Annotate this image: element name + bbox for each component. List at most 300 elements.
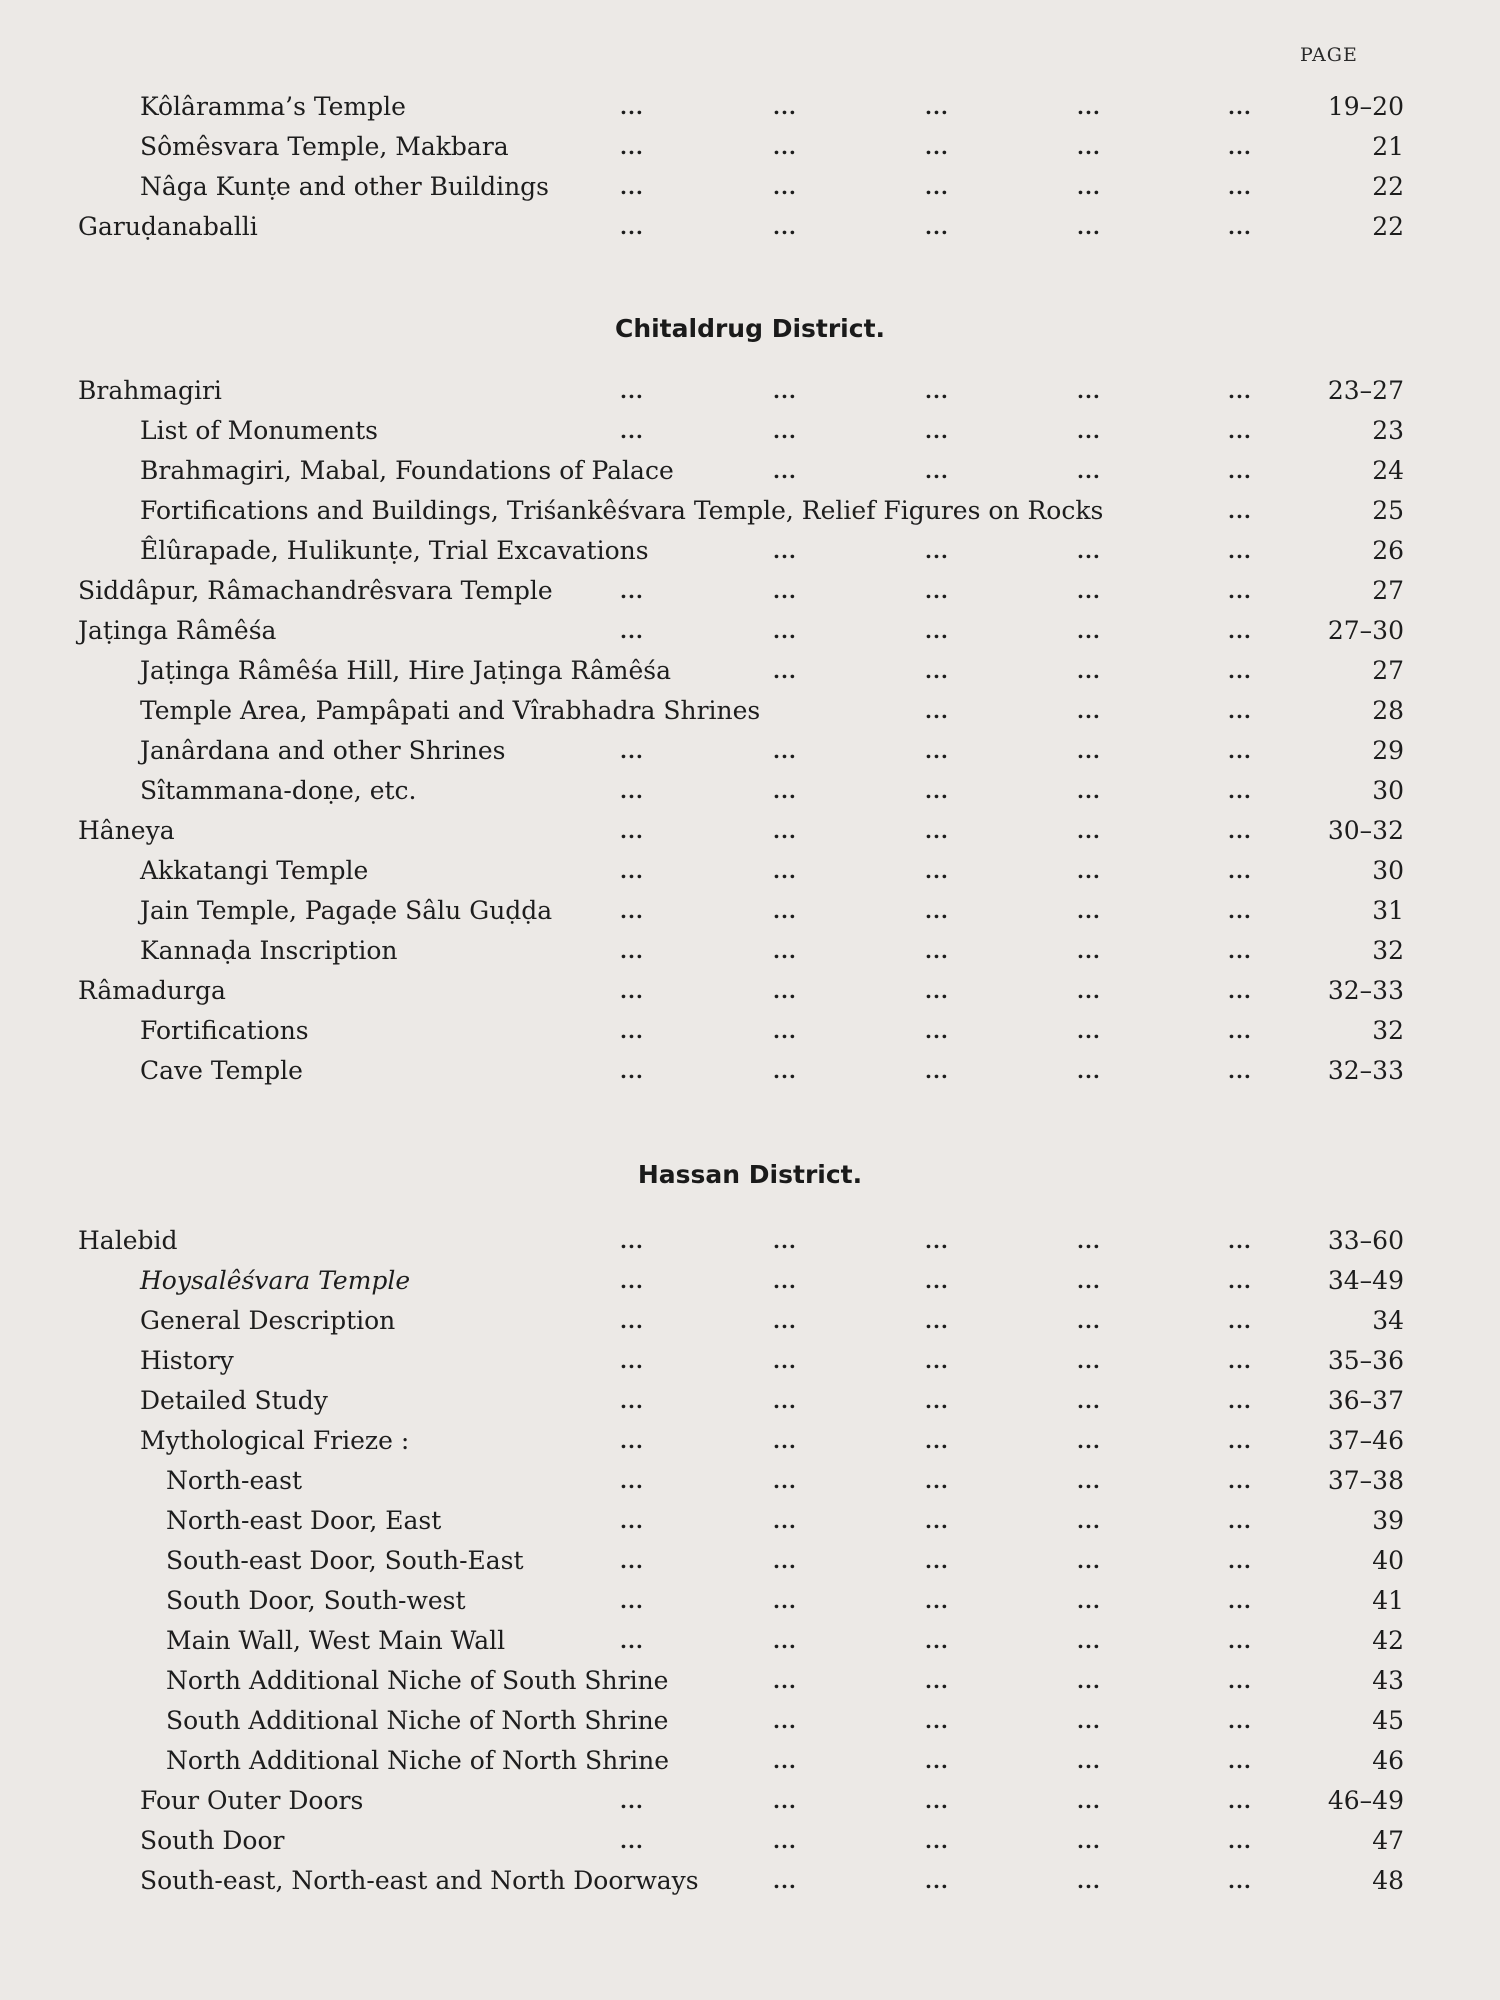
- leader-dot-group: ...: [925, 1629, 949, 1653]
- leader-dot-group: ...: [773, 175, 797, 199]
- leader-dot-group: ...: [773, 659, 797, 683]
- leader-dot-group: ...: [773, 579, 797, 603]
- leader-dot-group: ...: [1228, 1059, 1252, 1083]
- leader-dot-group: ...: [1077, 1229, 1101, 1253]
- leader-dot-group: ...: [1077, 459, 1101, 483]
- leader-dot-group: ...: [1228, 939, 1252, 963]
- leader-dot-group: ...: [1228, 459, 1252, 483]
- toc-entry-page: 45: [1372, 1706, 1404, 1735]
- leader-dot-group: ...: [1228, 1549, 1252, 1573]
- toc-entry-page: 35–36: [1327, 1346, 1404, 1375]
- leader-dot-group: ...: [1077, 175, 1101, 199]
- toc-entry: [0, 414, 1500, 448]
- leader-dot-group: ...: [620, 739, 644, 763]
- leader-dot-group: ...: [925, 95, 949, 119]
- toc-entry-title: Akkatangi Temple: [140, 856, 369, 885]
- toc-entry-page: 26: [1372, 536, 1404, 565]
- toc-entry-page: 48: [1372, 1866, 1404, 1895]
- leader-dot-group: ...: [1228, 1589, 1252, 1613]
- toc-entry-title: South-east Door, South-East: [166, 1546, 524, 1575]
- leader-dot-group: ...: [773, 1019, 797, 1043]
- leader-dot-group: ...: [773, 979, 797, 1003]
- toc-entry: [0, 534, 1500, 568]
- toc-entry: [0, 374, 1500, 408]
- leader-dot-group: ...: [1077, 419, 1101, 443]
- toc-entry-title: Hoysalêśvara Temple: [140, 1266, 411, 1295]
- leader-dot-group: ...: [1077, 1389, 1101, 1413]
- toc-entry-title: Sîtammana-doṇe, etc.: [140, 776, 417, 805]
- toc-entry-title: Jain Temple, Pagaḍe Sâlu Guḍḍa: [140, 896, 553, 925]
- leader-dot-group: ...: [1077, 1019, 1101, 1043]
- toc-entry-title: Hâneya: [78, 816, 175, 845]
- leader-dot-group: ...: [1228, 1269, 1252, 1293]
- leader-dot-group: ...: [1077, 579, 1101, 603]
- toc-entry-page: 37–38: [1327, 1466, 1404, 1495]
- leader-dot-group: ...: [620, 979, 644, 1003]
- toc-entry: [0, 1224, 1500, 1258]
- leader-dot-group: ...: [1077, 539, 1101, 563]
- leader-dot-group: ...: [1228, 1749, 1252, 1773]
- toc-entry-page: 30–32: [1327, 816, 1404, 845]
- toc-entry-title: Jaṭinga Râmêśa Hill, Hire Jaṭinga Râmêśa: [140, 656, 672, 685]
- toc-entry-page: 30: [1372, 856, 1404, 885]
- leader-dot-group: ...: [773, 859, 797, 883]
- leader-dot-group: ...: [773, 135, 797, 159]
- leader-dot-group: ...: [1228, 175, 1252, 199]
- leader-dot-group: ...: [620, 175, 644, 199]
- leader-dot-group: ...: [1077, 95, 1101, 119]
- toc-entry: [0, 1344, 1500, 1378]
- toc-entry-page: 46–49: [1327, 1786, 1404, 1815]
- leader-dot-group: ...: [925, 1669, 949, 1693]
- leader-dot-group: ...: [925, 1509, 949, 1533]
- toc-entry-title: General Description: [140, 1306, 396, 1335]
- leader-dot-group: ...: [620, 1389, 644, 1413]
- toc-entry-title: South-east, North-east and North Doorways: [140, 1866, 699, 1895]
- toc-entry-title: Jaṭinga Râmêśa: [78, 616, 277, 645]
- toc-entry: [0, 1504, 1500, 1538]
- toc-entry-title: List of Monuments: [140, 416, 379, 445]
- leader-dot-group: ...: [1077, 1709, 1101, 1733]
- leader-dot-group: ...: [620, 1549, 644, 1573]
- leader-dot-group: ...: [1228, 135, 1252, 159]
- toc-entry-page: 28: [1372, 696, 1404, 725]
- leader-dot-group: ...: [1228, 95, 1252, 119]
- toc-entry-title: Four Outer Doors: [140, 1786, 364, 1815]
- leader-dot-group: ...: [925, 539, 949, 563]
- leader-dot-group: ...: [620, 1469, 644, 1493]
- leader-dot-group: ...: [925, 1429, 949, 1453]
- toc-entry: [0, 1704, 1500, 1738]
- leader-dot-group: ...: [1228, 819, 1252, 843]
- leader-dot-group: ...: [925, 979, 949, 1003]
- leader-dot-group: ...: [773, 419, 797, 443]
- toc-entry: [0, 614, 1500, 648]
- leader-dot-group: ...: [620, 379, 644, 403]
- heading-hassan-district: Hassan District.: [637, 1160, 863, 1189]
- leader-dot-group: ...: [925, 699, 949, 723]
- leader-dot-group: ...: [620, 135, 644, 159]
- leader-dot-group: ...: [773, 95, 797, 119]
- leader-dot-group: ...: [773, 1549, 797, 1573]
- toc-entry: [0, 814, 1500, 848]
- leader-dot-group: ...: [1228, 859, 1252, 883]
- toc-entry: [0, 1864, 1500, 1898]
- toc-entry-page: 23–27: [1327, 376, 1404, 405]
- toc-entry-page: 27: [1372, 656, 1404, 685]
- leader-dot-group: ...: [773, 379, 797, 403]
- leader-dot-group: ...: [925, 859, 949, 883]
- toc-entry-title: Nâga Kunṭe and other Buildings: [140, 172, 549, 201]
- leader-dot-group: ...: [1077, 1789, 1101, 1813]
- toc-entry-page: 39: [1372, 1506, 1404, 1535]
- toc-entry-page: 32: [1372, 1016, 1404, 1045]
- toc-entry-page: 32: [1372, 936, 1404, 965]
- toc-entry: [0, 854, 1500, 888]
- leader-dot-group: ...: [1077, 215, 1101, 239]
- toc-entry-title: Detailed Study: [140, 1386, 328, 1415]
- leader-dot-group: ...: [620, 1509, 644, 1533]
- toc-entry: [0, 1304, 1500, 1338]
- leader-dot-group: ...: [925, 1349, 949, 1373]
- toc-entry: [0, 1824, 1500, 1858]
- leader-dot-group: ...: [1077, 659, 1101, 683]
- toc-entry-title: North Additional Niche of South Shrine: [166, 1666, 669, 1695]
- toc-entry: [0, 1784, 1500, 1818]
- leader-dot-group: ...: [773, 1869, 797, 1893]
- toc-entry-page: 22: [1372, 212, 1404, 241]
- leader-dot-group: ...: [773, 1749, 797, 1773]
- toc-entry-title: Êlûrapade, Hulikunṭe, Trial Excavations: [140, 536, 649, 565]
- toc-entry-title: Main Wall, West Main Wall: [166, 1626, 506, 1655]
- leader-dot-group: ...: [773, 1469, 797, 1493]
- leader-dot-group: ...: [925, 739, 949, 763]
- leader-dot-group: ...: [1228, 419, 1252, 443]
- toc-entry-page: 22: [1372, 172, 1404, 201]
- toc-entry-title: Temple Area, Pampâpati and Vîrabhadra Shrines: [140, 696, 761, 725]
- leader-dot-group: ...: [620, 215, 644, 239]
- leader-dot-group: ...: [773, 819, 797, 843]
- leader-dot-group: ...: [620, 419, 644, 443]
- leader-dot-group: ...: [773, 779, 797, 803]
- leader-dot-group: ...: [620, 859, 644, 883]
- leader-dot-group: ...: [1077, 859, 1101, 883]
- toc-entry-title: Cave Temple: [140, 1056, 303, 1085]
- heading-chitaldrug-district: Chitaldrug District.: [614, 314, 886, 343]
- toc-entry-title: Janârdana and other Shrines: [140, 736, 506, 765]
- leader-dot-group: ...: [1077, 979, 1101, 1003]
- leader-dot-group: ...: [1228, 779, 1252, 803]
- leader-dot-group: ...: [1228, 699, 1252, 723]
- leader-dot-group: ...: [1077, 1549, 1101, 1573]
- leader-dot-group: ...: [1077, 379, 1101, 403]
- leader-dot-group: ...: [773, 1589, 797, 1613]
- leader-dot-group: ...: [1077, 1509, 1101, 1533]
- leader-dot-group: ...: [1228, 1229, 1252, 1253]
- toc-entry-title: Kannaḍa Inscription: [140, 936, 398, 965]
- toc-entry: [0, 454, 1500, 488]
- toc-entry: [0, 1464, 1500, 1498]
- leader-dot-group: ...: [773, 1389, 797, 1413]
- toc-entry: [0, 774, 1500, 808]
- leader-dot-group: ...: [1228, 579, 1252, 603]
- toc-entry-page: 34–49: [1327, 1266, 1404, 1295]
- toc-entry: [0, 1584, 1500, 1618]
- toc-entry: [0, 1624, 1500, 1658]
- leader-dot-group: ...: [1077, 779, 1101, 803]
- leader-dot-group: ...: [773, 1229, 797, 1253]
- toc-entry-page: 30: [1372, 776, 1404, 805]
- leader-dot-group: ...: [620, 619, 644, 643]
- leader-dot-group: ...: [1077, 739, 1101, 763]
- leader-dot-group: ...: [925, 579, 949, 603]
- toc-entry: [0, 1384, 1500, 1418]
- leader-dot-group: ...: [620, 1429, 644, 1453]
- leader-dot-group: ...: [773, 739, 797, 763]
- leader-dot-group: ...: [1228, 979, 1252, 1003]
- leader-dot-group: ...: [773, 215, 797, 239]
- toc-entry-page: 42: [1372, 1626, 1404, 1655]
- leader-dot-group: ...: [1228, 1669, 1252, 1693]
- toc-entry-title: South Additional Niche of North Shrine: [166, 1706, 669, 1735]
- toc-entry-page: 32–33: [1327, 1056, 1404, 1085]
- leader-dot-group: ...: [1228, 1429, 1252, 1453]
- toc-entry-page: 23: [1372, 416, 1404, 445]
- leader-dot-group: ...: [620, 1349, 644, 1373]
- leader-dot-group: ...: [925, 819, 949, 843]
- leader-dot-group: ...: [1228, 619, 1252, 643]
- toc-entry: [0, 130, 1500, 164]
- leader-dot-group: ...: [1077, 1059, 1101, 1083]
- leader-dot-group: ...: [620, 1019, 644, 1043]
- leader-dot-group: ...: [773, 939, 797, 963]
- leader-dot-group: ...: [1077, 819, 1101, 843]
- leader-dot-group: ...: [1228, 1309, 1252, 1333]
- leader-dot-group: ...: [1228, 1509, 1252, 1533]
- leader-dot-group: ...: [1228, 1709, 1252, 1733]
- leader-dot-group: ...: [925, 1549, 949, 1573]
- leader-dot-group: ...: [1077, 619, 1101, 643]
- page-column-label: PAGE: [1300, 44, 1358, 66]
- toc-entry-title: Mythological Frieze :: [140, 1426, 410, 1455]
- leader-dot-group: ...: [1228, 739, 1252, 763]
- toc-entry-title: Fortifications: [140, 1016, 309, 1045]
- leader-dot-group: ...: [620, 819, 644, 843]
- toc-entry-title: Brahmagiri: [78, 376, 222, 405]
- leader-dot-group: ...: [620, 1829, 644, 1853]
- toc-entry: [0, 894, 1500, 928]
- leader-dot-group: ...: [1077, 1629, 1101, 1653]
- leader-dot-group: ...: [1077, 135, 1101, 159]
- leader-dot-group: ...: [1228, 1389, 1252, 1413]
- toc-entry-page: 36–37: [1327, 1386, 1404, 1415]
- leader-dot-group: ...: [773, 1709, 797, 1733]
- toc-entry-title: Halebid: [78, 1226, 178, 1255]
- leader-dot-group: ...: [773, 1429, 797, 1453]
- leader-dot-group: ...: [773, 899, 797, 923]
- leader-dot-group: ...: [620, 1589, 644, 1613]
- toc-entry-page: 40: [1372, 1546, 1404, 1575]
- leader-dot-group: ...: [1228, 215, 1252, 239]
- leader-dot-group: ...: [773, 459, 797, 483]
- leader-dot-group: ...: [925, 1389, 949, 1413]
- toc-entry: [0, 90, 1500, 124]
- toc-entry-page: 43: [1372, 1666, 1404, 1695]
- leader-dot-group: ...: [773, 1269, 797, 1293]
- leader-dot-group: ...: [925, 1709, 949, 1733]
- leader-dot-group: ...: [1077, 1429, 1101, 1453]
- toc-entry-title: History: [140, 1346, 234, 1375]
- leader-dot-group: ...: [925, 419, 949, 443]
- leader-dot-group: ...: [1228, 899, 1252, 923]
- leader-dot-group: ...: [620, 939, 644, 963]
- toc-entry-page: 27: [1372, 576, 1404, 605]
- leader-dot-group: ...: [620, 1059, 644, 1083]
- toc-entry: [0, 574, 1500, 608]
- toc-entry: [0, 1054, 1500, 1088]
- leader-dot-group: ...: [925, 1869, 949, 1893]
- leader-dot-group: ...: [925, 1469, 949, 1493]
- leader-dot-group: ...: [925, 175, 949, 199]
- leader-dot-group: ...: [773, 1629, 797, 1653]
- leader-dot-group: ...: [925, 379, 949, 403]
- leader-dot-group: ...: [773, 1789, 797, 1813]
- leader-dot-group: ...: [925, 1589, 949, 1613]
- leader-dot-group: ...: [1077, 1869, 1101, 1893]
- toc-entry-page: 34: [1372, 1306, 1404, 1335]
- toc-entry-title: Kôlâramma’s Temple: [140, 92, 406, 121]
- toc-entry-title: Fortifications and Buildings, Triśankêśvara Temple, Relief Figures on Rocks: [140, 496, 1104, 525]
- leader-dot-group: ...: [620, 1629, 644, 1653]
- leader-dot-group: ...: [773, 539, 797, 563]
- leader-dot-group: ...: [1228, 1829, 1252, 1853]
- toc-entry-title: Râmadurga: [78, 976, 226, 1005]
- toc-entry-page: 21: [1372, 132, 1404, 161]
- leader-dot-group: ...: [620, 1229, 644, 1253]
- toc-entry-page: 27–30: [1327, 616, 1404, 645]
- toc-entry-title: Siddâpur, Râmachandrêsvara Temple: [78, 576, 553, 605]
- leader-dot-group: ...: [620, 1789, 644, 1813]
- toc-entry-title: South Door, South-west: [166, 1586, 466, 1615]
- toc-entry: [0, 1424, 1500, 1458]
- toc-entry: [0, 210, 1500, 244]
- leader-dot-group: ...: [925, 1789, 949, 1813]
- toc-entry-page: 25: [1372, 496, 1404, 525]
- leader-dot-group: ...: [1077, 1309, 1101, 1333]
- toc-entry: [0, 734, 1500, 768]
- leader-dot-group: ...: [1077, 939, 1101, 963]
- toc-entry: [0, 170, 1500, 204]
- leader-dot-group: ...: [1228, 1469, 1252, 1493]
- leader-dot-group: ...: [925, 619, 949, 643]
- leader-dot-group: ...: [925, 1749, 949, 1773]
- leader-dot-group: ...: [1228, 379, 1252, 403]
- toc-entry-page: 19–20: [1327, 92, 1404, 121]
- leader-dot-group: ...: [1077, 1749, 1101, 1773]
- toc-entry: [0, 494, 1500, 528]
- leader-dot-group: ...: [1228, 1349, 1252, 1373]
- toc-entry-page: 33–60: [1327, 1226, 1404, 1255]
- leader-dot-group: ...: [773, 1829, 797, 1853]
- leader-dot-group: ...: [925, 459, 949, 483]
- leader-dot-group: ...: [620, 579, 644, 603]
- toc-entry-page: 31: [1372, 896, 1404, 925]
- leader-dot-group: ...: [1077, 699, 1101, 723]
- leader-dot-group: ...: [925, 215, 949, 239]
- leader-dot-group: ...: [773, 1509, 797, 1533]
- leader-dot-group: ...: [620, 899, 644, 923]
- toc-entry-title: North-east Door, East: [166, 1506, 442, 1535]
- leader-dot-group: ...: [1228, 1789, 1252, 1813]
- toc-entry-title: Sômêsvara Temple, Makbara: [140, 132, 509, 161]
- toc-entry: [0, 1544, 1500, 1578]
- leader-dot-group: ...: [773, 1309, 797, 1333]
- leader-dot-group: ...: [925, 1019, 949, 1043]
- toc-entry-title: North Additional Niche of North Shrine: [166, 1746, 670, 1775]
- toc-entry-page: 46: [1372, 1746, 1404, 1775]
- leader-dot-group: ...: [925, 1059, 949, 1083]
- leader-dot-group: ...: [925, 779, 949, 803]
- toc-entry-title: Brahmagiri, Mabal, Foundations of Palace: [140, 456, 674, 485]
- toc-entry: [0, 694, 1500, 728]
- leader-dot-group: ...: [925, 1829, 949, 1853]
- toc-entry-page: 37–46: [1327, 1426, 1404, 1455]
- toc-entry-page: 41: [1372, 1586, 1404, 1615]
- leader-dot-group: ...: [620, 95, 644, 119]
- leader-dot-group: ...: [620, 1309, 644, 1333]
- leader-dot-group: ...: [1228, 659, 1252, 683]
- leader-dot-group: ...: [925, 135, 949, 159]
- toc-entry: [0, 974, 1500, 1008]
- leader-dot-group: ...: [1228, 499, 1252, 523]
- toc-entry: [0, 1264, 1500, 1298]
- toc-entry-title: North-east: [166, 1466, 303, 1495]
- leader-dot-group: ...: [773, 1349, 797, 1373]
- leader-dot-group: ...: [925, 899, 949, 923]
- toc-entry: [0, 1744, 1500, 1778]
- leader-dot-group: ...: [773, 619, 797, 643]
- leader-dot-group: ...: [925, 659, 949, 683]
- toc-entry-page: 29: [1372, 736, 1404, 765]
- leader-dot-group: ...: [1228, 1629, 1252, 1653]
- leader-dot-group: ...: [620, 1269, 644, 1293]
- leader-dot-group: ...: [925, 1229, 949, 1253]
- leader-dot-group: ...: [1077, 899, 1101, 923]
- leader-dot-group: ...: [925, 939, 949, 963]
- toc-entry-title: Garuḍanaballi: [78, 212, 258, 241]
- toc-entry-page: 24: [1372, 456, 1404, 485]
- leader-dot-group: ...: [773, 1669, 797, 1693]
- toc-entry-page: 47: [1372, 1826, 1404, 1855]
- toc-entry: [0, 1664, 1500, 1698]
- leader-dot-group: ...: [1077, 1269, 1101, 1293]
- leader-dot-group: ...: [1077, 1589, 1101, 1613]
- leader-dot-group: ...: [925, 1309, 949, 1333]
- toc-entry-title: South Door: [140, 1826, 285, 1855]
- leader-dot-group: ...: [1228, 1869, 1252, 1893]
- toc-entry: [0, 934, 1500, 968]
- leader-dot-group: ...: [773, 1059, 797, 1083]
- leader-dot-group: ...: [1077, 1669, 1101, 1693]
- leader-dot-group: ...: [1228, 1019, 1252, 1043]
- toc-entry: [0, 1014, 1500, 1048]
- leader-dot-group: ...: [1077, 1469, 1101, 1493]
- leader-dot-group: ...: [1228, 539, 1252, 563]
- leader-dot-group: ...: [1077, 1829, 1101, 1853]
- leader-dot-group: ...: [1077, 1349, 1101, 1373]
- leader-dot-group: ...: [925, 1269, 949, 1293]
- leader-dot-group: ...: [620, 779, 644, 803]
